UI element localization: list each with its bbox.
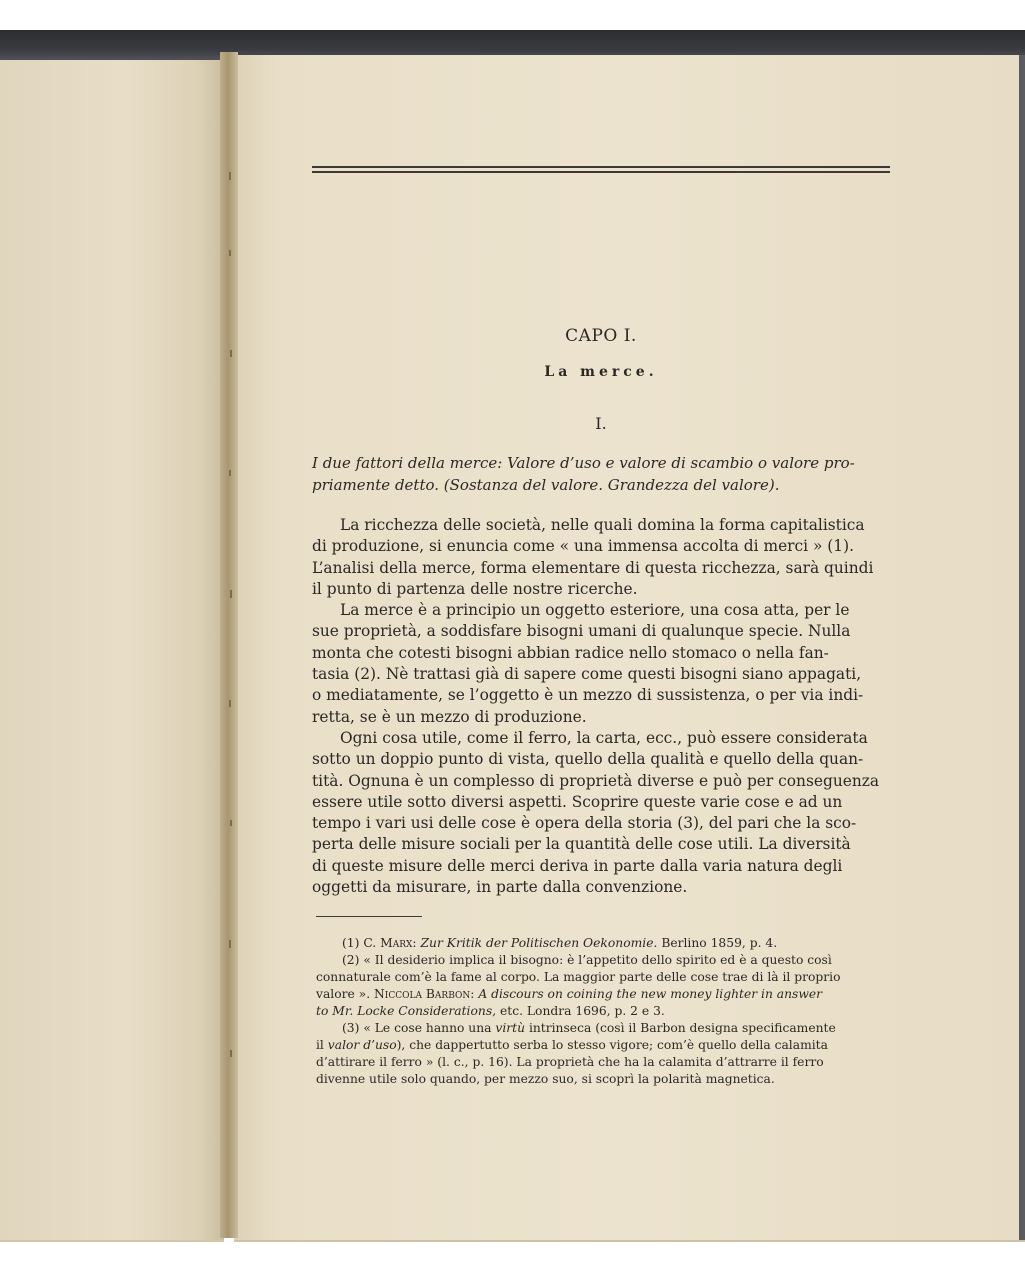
body-line: il punto di partenza delle nostre ricerche. [312,579,638,598]
stitch-mark [230,820,232,826]
footnote-text: (3) « Le cose hanno una [342,1021,492,1035]
right-cover-edge [1019,55,1025,1240]
footnote-3-line: d’attirare il ferro » (l. c., p. 16). La proprietà che ha la calamita d’attrarre il ferro [316,1055,824,1069]
footnotes [316,935,906,1088]
footnote-author: Marx [380,936,413,950]
body-line: sotto un doppio punto di vista, quello della qualità e quello della quan- [312,750,864,769]
stitch-mark [229,172,231,180]
footnote-text: il [316,1038,324,1052]
section-heading-line: I due fattori della merce: Valore d’uso e valore di scambio o valore pro- [312,454,855,472]
body-line: oggetti da misurare, in parte dalla convenzione. [312,878,688,897]
footnote-1 [316,935,906,952]
footnote-separator-colon: : [470,987,475,1001]
stitch-mark [229,470,231,476]
footnote-work-title: Zur Kritik der Politischen Oekonomie. [420,936,658,950]
body-line: tempo i vari usi delle cose è opera della storia (3), del pari che la sco- [312,814,857,833]
footnote-text: valore ». [316,987,371,1001]
body-line: sue proprietà, a soddisfare bisogni umani di qualunque specie. Nulla [312,622,851,641]
stitch-mark [229,940,231,948]
stitch-mark [230,1050,232,1057]
header-double-rule [312,166,890,172]
footnote-work-title: to Mr. Locke Considerations, [316,1004,497,1018]
body-line: La merce è a principio un oggetto esteriore, una cosa atta, per le [340,601,850,620]
footnote-separator-colon: : [412,936,417,950]
section-heading-line: priamente detto. (Sostanza del valore. Grandezza del valore). [312,476,780,494]
stitch-mark [230,350,232,357]
footnote-text: intrinseca (così il Barbon designa specificamente [528,1021,836,1035]
footnote-number: (1) C. [342,936,377,950]
body-line: perta delle misure sociali per la quantità delle cose utili. La diversità [312,835,851,854]
body-line: tità. Ognuna è un complesso di proprietà diverse e può per conseguenza [312,771,880,790]
footnote-separator [316,916,422,917]
chapter-label: CAPO I. [565,326,637,346]
footnote-2-line [316,1003,906,1020]
footnote-work-title: A discours on coining the new money lighter in answer [478,987,823,1001]
stitch-mark [230,590,232,598]
footnote-3-line [316,1020,906,1037]
body-text [312,515,900,898]
section-number: I. [595,414,607,433]
stitch-mark [229,250,231,256]
body-line: retta, se è un mezzo di produzione. [312,707,587,726]
footnote-2-line: connaturale com’è la fame al corpo. La maggior parte delle cose trae di là il proprio [316,970,841,984]
left-page [0,60,224,1242]
body-line: essere utile sotto diversi aspetti. Scoprire queste varie cose e ad un [312,792,843,811]
footnote-citation: Berlino 1859, p. 4. [661,936,778,950]
body-line: monta che cotesti bisogni abbian radice nello stomaco o nella fan- [312,643,829,662]
body-line: La ricchezza delle società, nelle quali domina la forma capitalistica [340,516,865,534]
body-line: di produzione, si enuncia come « una immensa accolta di merci » (1). [312,537,854,556]
footnote-emphasis: valor d’uso [327,1038,397,1052]
stitch-mark [229,700,231,707]
body-line: Ogni cosa utile, come il ferro, la carta, ecc., può essere considerata [340,728,868,747]
footnote-2-line: (2) « Il desiderio implica il bisogno: è l’appetito dello spirito ed è a questo così [342,953,832,967]
section-heading [312,452,900,496]
body-line: di queste misure delle merci deriva in parte dalla varia natura degli [312,856,843,875]
footnote-3-line: divenne utile solo quando, per mezzo suo, si scoprì la polarità magnetica. [316,1072,775,1086]
footnote-emphasis: virtù [495,1021,526,1035]
body-line: tasia (2). Nè trattasi già di sapere come questi bisogni siano appagati, [312,665,862,684]
body-line: o mediatamente, se l’oggetto è un mezzo di sussistenza, o per via indi- [312,686,864,705]
book-gutter [220,52,238,1238]
footnote-3-line [316,1037,906,1054]
body-line: L’analisi della merce, forma elementare di questa ricchezza, sarà quindi [312,558,874,577]
footnote-author: Niccola Barbon [374,987,471,1001]
footnote-2-line [316,986,906,1003]
chapter-title: La merce. [544,364,658,380]
footnote-text: ), che dappertutto serba lo stesso vigore; com’è quello della calamita [396,1038,828,1052]
footnote-citation: etc. Londra 1696, p. 2 e 3. [499,1004,665,1018]
